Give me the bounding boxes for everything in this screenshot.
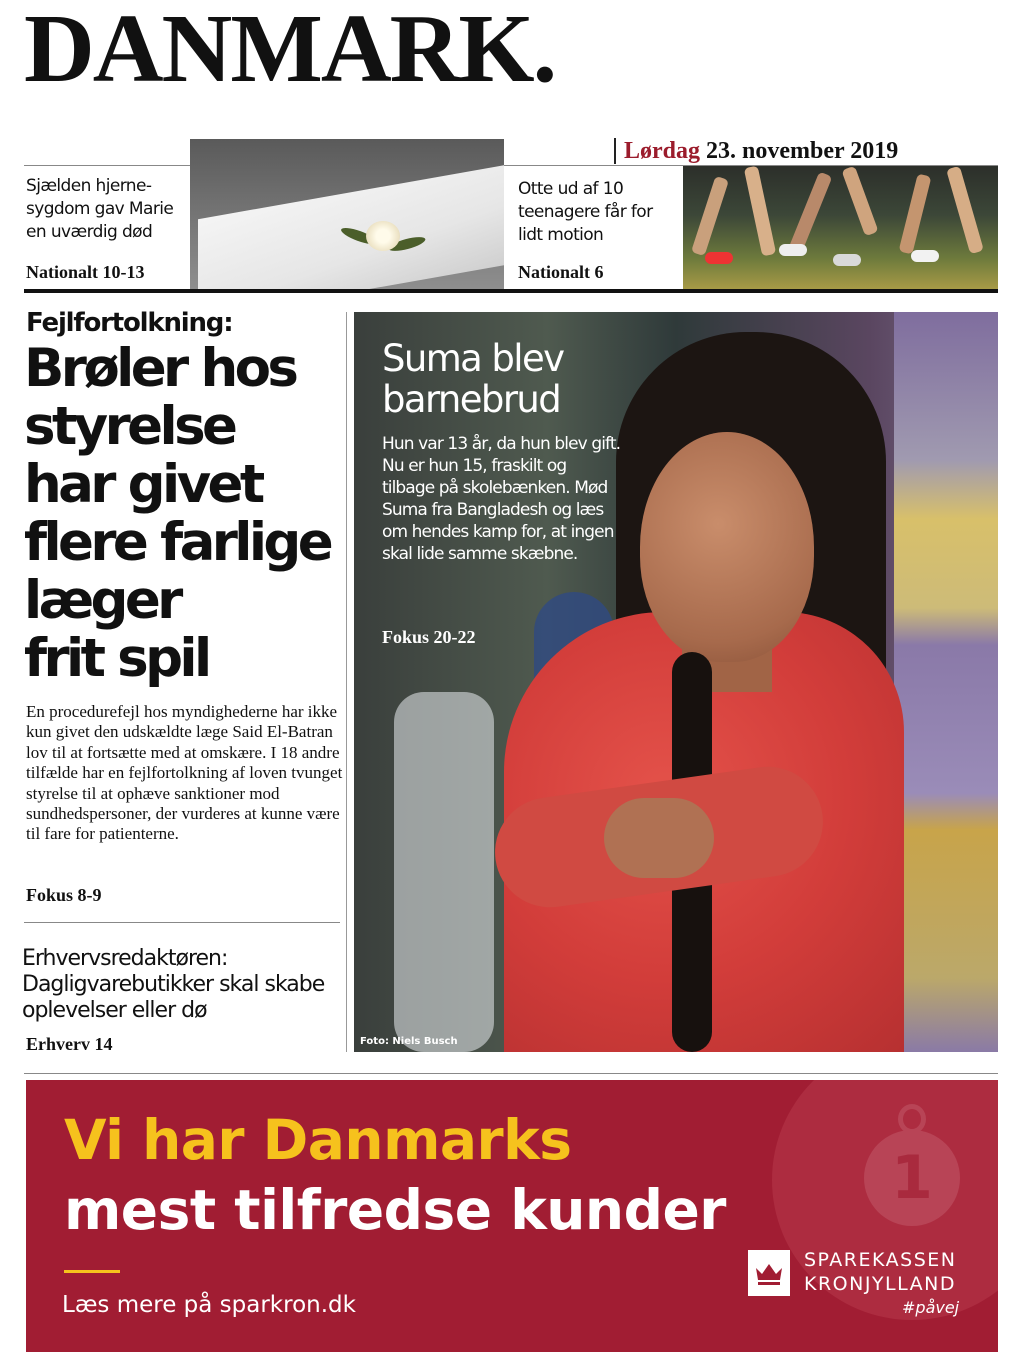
dateline [614, 138, 898, 164]
masthead: DANMARK. [24, 0, 556, 103]
photo-credit: Foto: Niels Busch [360, 1036, 458, 1047]
runner-shoe [705, 252, 733, 264]
column-rule [346, 312, 347, 1052]
coffin-shape [198, 163, 504, 289]
runner-leg [899, 173, 932, 254]
medal-number: 1 [891, 1143, 933, 1213]
runner-leg [788, 171, 833, 255]
painted-pillar [894, 312, 998, 1052]
face [640, 432, 814, 662]
lead-headline[interactable]: Brøler hos styrelse har givet flere farlige læger frit spil [24, 338, 331, 689]
white-rose [366, 221, 400, 251]
secondary-headline[interactable]: Erhvervsredaktøren: Dagligvarebutikker skal skabe oplevelser eller dø [22, 946, 325, 1023]
ad-link[interactable]: Læs mere på sparkron.dk [62, 1292, 356, 1318]
runner-leg [691, 176, 729, 256]
runner-shoe [833, 254, 861, 266]
runner-shoe [911, 250, 939, 262]
lead-kicker: Fejlfortolkning: [26, 308, 233, 338]
runners-photo[interactable] [683, 166, 998, 289]
runner-leg [744, 166, 776, 256]
photo-story-ref: Fokus 20-22 [382, 627, 476, 647]
crown-icon [754, 1260, 784, 1286]
story-divider [24, 922, 340, 923]
teaser-bottom-rule [24, 289, 998, 293]
ad-top-rule [24, 1073, 998, 1074]
dateline-day: Lørdag [624, 138, 701, 164]
photo-story-body: Hun var 13 år, da hun blev gift. Nu er hun 15, fraskilt og tilbage på skolebænken. Mød Suma fra Bangladesh og læs om hendes kamp for, at ingen skal lide samme skæbne. [382, 434, 621, 564]
runner-shoe [779, 244, 807, 256]
suma-photo[interactable] [354, 312, 998, 1052]
bank-tagline: #påvej [902, 1298, 960, 1317]
dateline-date: 23. november 2019 [706, 138, 899, 164]
teaser-1-ref: Nationalt 10-13 [26, 262, 145, 282]
teaser-1-text[interactable]: Sjælden hjerne-sygdom gav Marie en uværdig død [26, 176, 174, 242]
ad-headline-1: Vi har Danmarks [64, 1108, 572, 1172]
hand [604, 798, 714, 878]
runner-leg [946, 166, 984, 254]
lead-lede: En procedurefejl hos myndighederne har ikke kun givet den udskældte læge Said El-Batran lov til at fortsætte med at omskære. I 18 andre tilfælde har en fejlfortolkning af loven tvunget styrelse til at ophæve sanktioner mod sundhedspersoner, der vurderes at kunne være til fare for patienterne. [26, 702, 343, 844]
crown-logo-icon [748, 1250, 790, 1296]
teaser-2-text[interactable]: Otte ud af 10 teenagere får for lidt motion [518, 179, 653, 245]
background-figure [394, 692, 494, 1052]
teaser-2-ref: Nationalt 6 [518, 262, 604, 282]
lead-ref: Fokus 8-9 [26, 885, 102, 905]
ad-headline-2: mest tilfredse kunder [64, 1178, 726, 1242]
photo-story-title[interactable]: Suma blev barnebrud [382, 337, 564, 421]
coffin-photo[interactable] [190, 139, 504, 289]
runner-leg [841, 166, 878, 236]
ad-accent-rule [64, 1270, 120, 1273]
bank-name: SPAREKASSEN KRONJYLLAND [804, 1249, 957, 1295]
sparekassen-ad[interactable] [26, 1080, 998, 1352]
secondary-ref: Erhverv 14 [26, 1034, 113, 1054]
